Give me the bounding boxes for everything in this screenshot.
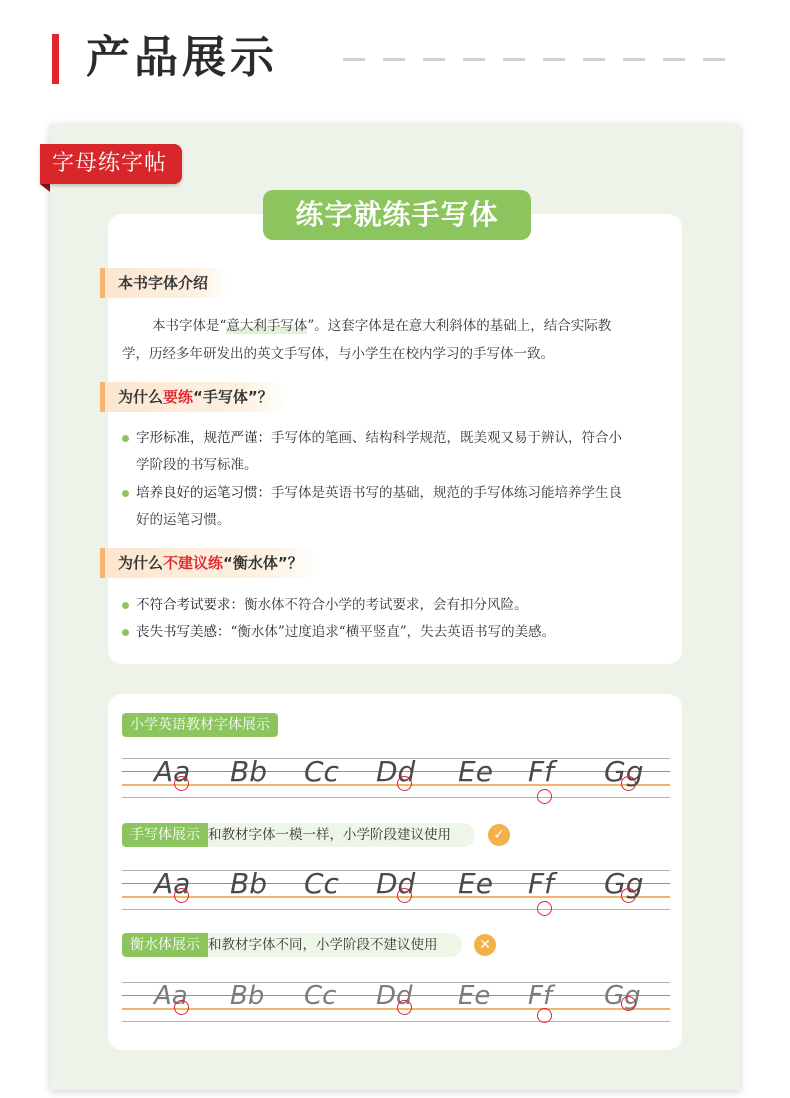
stroke-mark-circle: [537, 901, 552, 916]
hengshui-note: 和教材字体不同，小学阶段不建议使用: [200, 933, 462, 957]
whynot-item-body: 衡水体不符合小学的考试要求，会有扣分风险。: [244, 597, 528, 613]
why-item-title: 培养良好的运笔习惯：: [136, 485, 271, 501]
intro-paragraph: [122, 312, 670, 368]
whynot-tag-text: 为什么: [118, 554, 164, 572]
whynot-item-title: 不符合考试要求：: [136, 597, 244, 613]
why-item-body: 手写体的笔画、结构科学规范，既美观又易于辨认，符合小: [271, 430, 622, 446]
textbook-letter-staff: [122, 755, 670, 798]
letter-pair: Dd: [376, 867, 416, 900]
letter-pair: Cc: [304, 981, 337, 1011]
letter-pair: Bb: [230, 755, 267, 788]
stroke-mark-circle: [174, 888, 189, 903]
whynot-item-2: [122, 619, 672, 646]
stroke-mark-circle: [397, 776, 412, 791]
letter-pair: Aa: [154, 755, 191, 788]
intro-line-2: 学，历经多年研发出的英文手写体，与小学生在校内学习的手写体一致。: [122, 346, 554, 362]
letter-pair: Ff: [528, 867, 554, 900]
letter-pair: Bb: [230, 981, 265, 1011]
stroke-mark-circle: [537, 1008, 552, 1023]
hengshui-tag: 衡水体展示: [122, 933, 208, 957]
whynot-item-text: [122, 592, 672, 619]
title-divider: [343, 58, 737, 61]
page-title: 产品展示: [86, 32, 278, 83]
intro-text: 本书字体是“: [152, 318, 227, 334]
staff-line: [122, 797, 670, 798]
font-name-highlight: 意大利手写体: [226, 318, 308, 334]
stroke-mark-circle: [537, 789, 552, 804]
product-ribbon: 字母练字帖: [40, 144, 182, 184]
why-tag-text: 为什么: [118, 388, 164, 406]
letter-pair: Cc: [304, 755, 339, 788]
letter-pair: Bb: [230, 867, 267, 900]
title-accent-bar: [52, 34, 59, 84]
letter-pair: Ff: [528, 755, 554, 788]
stroke-mark-circle: [621, 996, 636, 1011]
letter-pair: Dd: [376, 981, 413, 1011]
why-item-body: 好的运笔习惯。: [136, 512, 231, 528]
letter-pair: Gg: [604, 755, 644, 788]
whynot-tag: [100, 548, 320, 578]
why-item-text: [122, 425, 672, 479]
why-item-1: [122, 425, 672, 479]
handwriting-letter-staff: [122, 867, 670, 910]
section-banner: 练字就练手写体: [263, 190, 531, 240]
why-item-body: 学阶段的书写标准。: [136, 457, 258, 473]
stroke-mark-circle: [621, 776, 636, 791]
whynot-tag-emphasis: 不建议练: [163, 554, 224, 572]
stroke-mark-circle: [397, 888, 412, 903]
why-tag: [100, 382, 288, 412]
letter-pair: Aa: [154, 981, 188, 1011]
letter-pair: Ee: [458, 981, 491, 1011]
letter-pair: Cc: [304, 867, 339, 900]
stroke-mark-circle: [397, 1000, 412, 1015]
letter-pair: Gg: [604, 981, 641, 1011]
ribbon-fold: [40, 184, 50, 192]
bullet-dot: [122, 435, 129, 442]
why-item-title: 字形标准，规范严谨：: [136, 430, 271, 446]
handwriting-tag: 手写体展示: [122, 823, 208, 847]
whynot-item-body: “衡水体”过度追求“横平竖直”，失去英语书写的美感。: [230, 624, 556, 640]
cross-icon: ✕: [474, 934, 496, 956]
letter-pair: Ff: [528, 981, 553, 1011]
why-item-text: [122, 480, 672, 534]
intro-line-1: [122, 312, 670, 340]
why-tag-text: “手写体”？: [193, 388, 273, 406]
letter-pair: Dd: [376, 755, 416, 788]
bullet-dot: [122, 490, 129, 497]
bullet-dot: [122, 629, 129, 636]
hengshui-letter-staff: [122, 982, 670, 1022]
letter-pair: Aa: [154, 867, 191, 900]
stroke-mark-circle: [174, 776, 189, 791]
intro-tag: [100, 268, 228, 298]
check-icon: ✓: [488, 824, 510, 846]
letter-pair: Ee: [458, 755, 493, 788]
stroke-mark-circle: [621, 888, 636, 903]
why-item-2: [122, 480, 672, 534]
intro-tag-label: 本书字体介绍: [118, 274, 209, 292]
textbook-font-tag: 小学英语教材字体展示: [122, 713, 278, 737]
whynot-item-title: 丧失书写美感：: [136, 624, 231, 640]
intro-text: ”。这套字体是在意大利斜体的基础上，结合实际教: [307, 318, 612, 334]
staff-line: [122, 909, 670, 910]
letter-pair: Gg: [604, 867, 644, 900]
stroke-mark-circle: [174, 1000, 189, 1015]
whynot-item-text: [122, 619, 672, 646]
whynot-item-1: [122, 592, 672, 619]
handwriting-note: 和教材字体一模一样，小学阶段建议使用: [200, 823, 475, 847]
letter-pair: Ee: [458, 867, 493, 900]
why-tag-emphasis: 要练: [163, 388, 194, 406]
why-item-body: 手写体是英语书写的基础，规范的手写体练习能培养学生良: [271, 485, 622, 501]
bullet-dot: [122, 602, 129, 609]
staff-line: [122, 1021, 670, 1022]
whynot-tag-text: “衡水体”？: [223, 554, 303, 572]
